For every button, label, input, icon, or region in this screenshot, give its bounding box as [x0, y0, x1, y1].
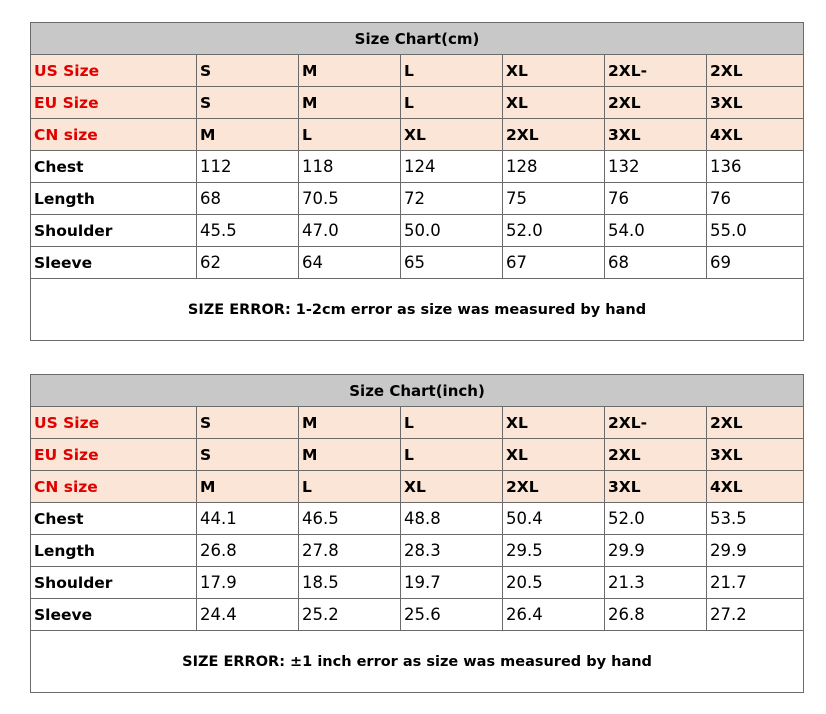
- measure-row-label: Chest: [31, 151, 197, 183]
- measure-cell: 18.5: [299, 567, 401, 599]
- measure-cell: 132: [605, 151, 707, 183]
- measure-row-label: Chest: [31, 503, 197, 535]
- size-chart-cm: [30, 22, 804, 341]
- size-row: [31, 439, 804, 471]
- measure-row: [31, 535, 804, 567]
- measure-cell: 50.0: [401, 215, 503, 247]
- measure-cell: 25.6: [401, 599, 503, 631]
- measure-cell: 25.2: [299, 599, 401, 631]
- size-chart-inch-body: [31, 375, 804, 693]
- measure-row-label: Sleeve: [31, 599, 197, 631]
- size-cell: S: [197, 55, 299, 87]
- size-cell: 2XL: [707, 55, 804, 87]
- size-cell: L: [401, 439, 503, 471]
- measure-cell: 118: [299, 151, 401, 183]
- measure-cell: 76: [707, 183, 804, 215]
- measure-row: [31, 183, 804, 215]
- measure-cell: 46.5: [299, 503, 401, 535]
- size-error-note: SIZE ERROR: ±1 inch error as size was measured by hand: [31, 631, 804, 693]
- size-row-label: US Size: [31, 55, 197, 87]
- size-cell: 4XL: [707, 119, 804, 151]
- size-cell: L: [299, 471, 401, 503]
- measure-cell: 112: [197, 151, 299, 183]
- size-cell: 2XL: [605, 87, 707, 119]
- size-cell: XL: [503, 439, 605, 471]
- measure-cell: 20.5: [503, 567, 605, 599]
- measure-cell: 124: [401, 151, 503, 183]
- size-cell: M: [299, 55, 401, 87]
- size-cell: XL: [503, 55, 605, 87]
- size-cell: 2XL-: [605, 55, 707, 87]
- size-cell: M: [197, 471, 299, 503]
- measure-cell: 21.7: [707, 567, 804, 599]
- measure-cell: 72: [401, 183, 503, 215]
- measure-cell: 67: [503, 247, 605, 279]
- measure-cell: 75: [503, 183, 605, 215]
- size-cell: 2XL: [707, 407, 804, 439]
- size-row: [31, 119, 804, 151]
- size-cell: S: [197, 87, 299, 119]
- size-cell: 2XL-: [605, 407, 707, 439]
- measure-cell: 29.9: [707, 535, 804, 567]
- size-cell: 2XL: [605, 439, 707, 471]
- size-cell: L: [401, 55, 503, 87]
- measure-cell: 47.0: [299, 215, 401, 247]
- measure-row: [31, 247, 804, 279]
- size-row-label: EU Size: [31, 439, 197, 471]
- measure-cell: 27.2: [707, 599, 804, 631]
- measure-cell: 70.5: [299, 183, 401, 215]
- size-row-label: CN size: [31, 471, 197, 503]
- size-cell: M: [299, 87, 401, 119]
- chart-title: Size Chart(cm): [31, 23, 804, 55]
- size-cell: L: [299, 119, 401, 151]
- size-row-label: EU Size: [31, 87, 197, 119]
- measure-row-label: Length: [31, 183, 197, 215]
- measure-cell: 68: [197, 183, 299, 215]
- measure-cell: 29.9: [605, 535, 707, 567]
- size-cell: 2XL: [503, 119, 605, 151]
- measure-cell: 65: [401, 247, 503, 279]
- measure-row: [31, 567, 804, 599]
- size-cell: 3XL: [605, 119, 707, 151]
- measure-row: [31, 503, 804, 535]
- size-cell: XL: [503, 407, 605, 439]
- measure-cell: 76: [605, 183, 707, 215]
- size-row: [31, 87, 804, 119]
- size-cell: S: [197, 407, 299, 439]
- measure-cell: 128: [503, 151, 605, 183]
- measure-cell: 55.0: [707, 215, 804, 247]
- size-cell: 4XL: [707, 471, 804, 503]
- measure-cell: 53.5: [707, 503, 804, 535]
- size-chart-inch: [30, 374, 804, 693]
- measure-cell: 69: [707, 247, 804, 279]
- measure-row-label: Shoulder: [31, 567, 197, 599]
- measure-cell: 64: [299, 247, 401, 279]
- measure-cell: 26.4: [503, 599, 605, 631]
- size-cell: L: [401, 87, 503, 119]
- measure-cell: 52.0: [605, 503, 707, 535]
- size-error-note-row: [31, 631, 804, 693]
- size-cell: M: [299, 439, 401, 471]
- size-cell: 3XL: [707, 439, 804, 471]
- measure-row: [31, 215, 804, 247]
- measure-cell: 29.5: [503, 535, 605, 567]
- size-error-note: SIZE ERROR: 1-2cm error as size was measured by hand: [31, 279, 804, 341]
- measure-cell: 28.3: [401, 535, 503, 567]
- measure-cell: 62: [197, 247, 299, 279]
- chart-title-row: [31, 23, 804, 55]
- measure-row: [31, 599, 804, 631]
- measure-cell: 24.4: [197, 599, 299, 631]
- measure-cell: 27.8: [299, 535, 401, 567]
- size-cell: S: [197, 439, 299, 471]
- size-cell: M: [299, 407, 401, 439]
- measure-row: [31, 151, 804, 183]
- size-row-label: CN size: [31, 119, 197, 151]
- size-cell: 2XL: [503, 471, 605, 503]
- size-error-note-row: [31, 279, 804, 341]
- chart-title-row: [31, 375, 804, 407]
- size-cell: 3XL: [605, 471, 707, 503]
- measure-cell: 45.5: [197, 215, 299, 247]
- size-chart-cm-body: [31, 23, 804, 341]
- measure-cell: 50.4: [503, 503, 605, 535]
- measure-row-label: Length: [31, 535, 197, 567]
- measure-row-label: Shoulder: [31, 215, 197, 247]
- measure-cell: 68: [605, 247, 707, 279]
- measure-cell: 136: [707, 151, 804, 183]
- measure-cell: 54.0: [605, 215, 707, 247]
- measure-cell: 52.0: [503, 215, 605, 247]
- size-row: [31, 55, 804, 87]
- chart-title: Size Chart(inch): [31, 375, 804, 407]
- size-cell: XL: [401, 471, 503, 503]
- measure-cell: 44.1: [197, 503, 299, 535]
- size-cell: L: [401, 407, 503, 439]
- size-cell: 3XL: [707, 87, 804, 119]
- size-cell: XL: [503, 87, 605, 119]
- measure-cell: 48.8: [401, 503, 503, 535]
- measure-cell: 26.8: [605, 599, 707, 631]
- measure-cell: 26.8: [197, 535, 299, 567]
- size-cell: M: [197, 119, 299, 151]
- size-row-label: US Size: [31, 407, 197, 439]
- measure-cell: 17.9: [197, 567, 299, 599]
- size-row: [31, 407, 804, 439]
- measure-cell: 21.3: [605, 567, 707, 599]
- size-row: [31, 471, 804, 503]
- measure-row-label: Sleeve: [31, 247, 197, 279]
- measure-cell: 19.7: [401, 567, 503, 599]
- size-cell: XL: [401, 119, 503, 151]
